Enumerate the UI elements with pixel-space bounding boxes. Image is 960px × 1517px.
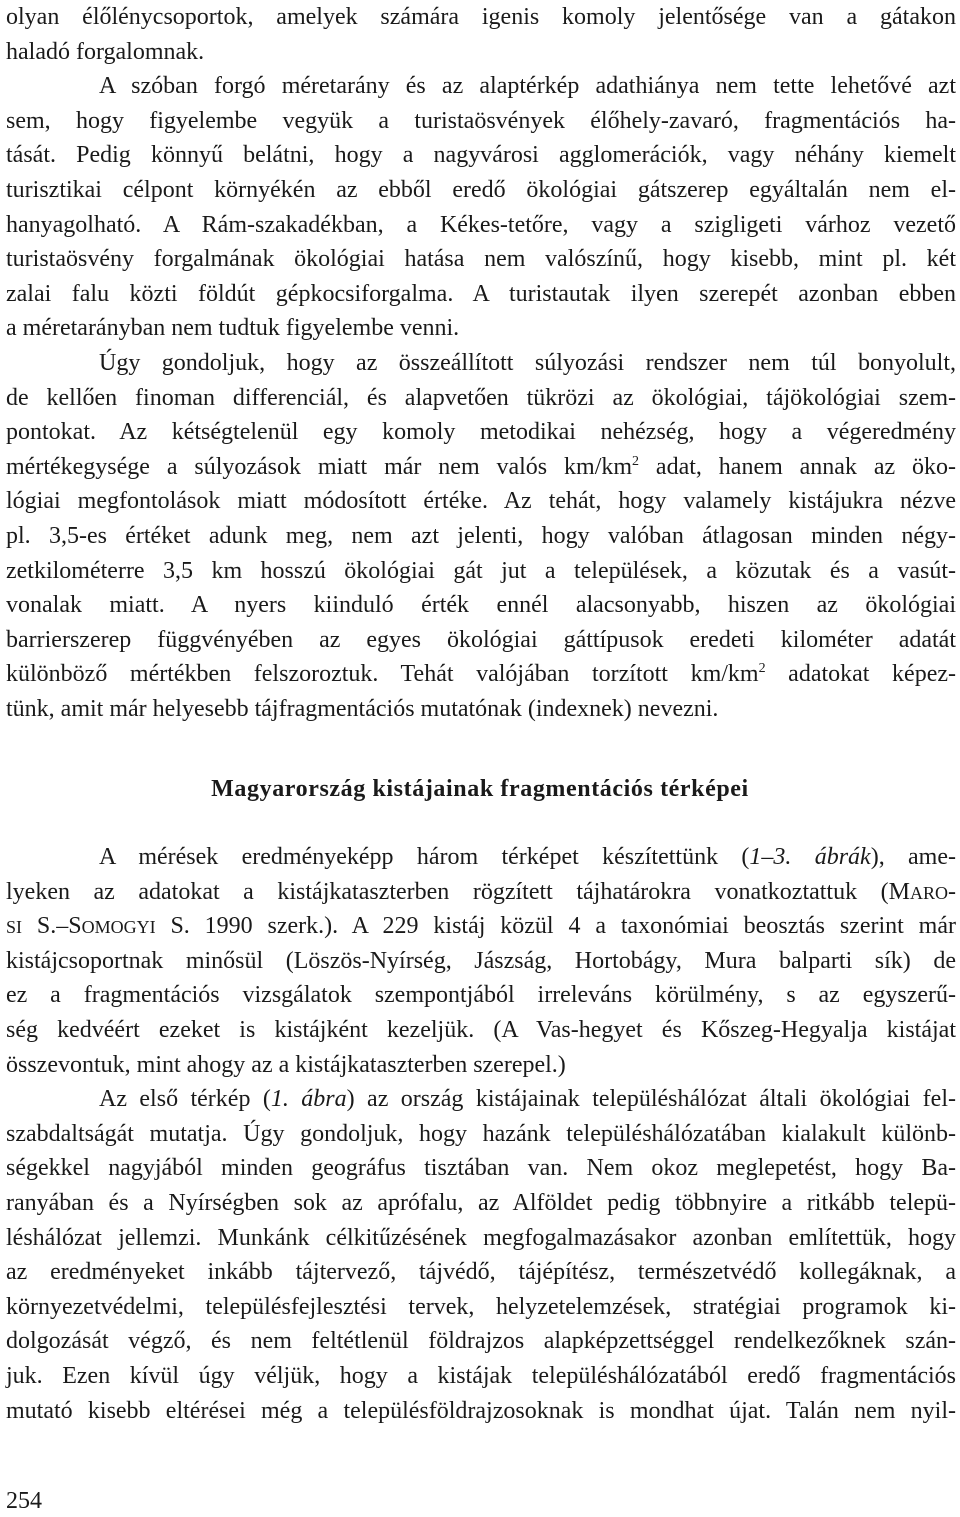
- superscript: 2: [632, 453, 640, 469]
- text-fragment: Az első térkép (: [99, 1086, 271, 1113]
- figure-reference: 1. ábra: [270, 1086, 347, 1113]
- text-line: kistájcsoportnak minősül (Löszös-Nyírség, Jászság, Hortobágy, Mura balparti sík) de: [6, 947, 956, 974]
- text-line: zetkilométerre 3,5 km hosszú ökológiai gát jut a települések, a közutak és a vasút-: [6, 557, 956, 584]
- text-line: tását. Pedig könnyű belátni, hogy a nagyvárosi agglomerációk, vagy néhány kiemelt: [6, 142, 956, 169]
- text-line: pl. 3,5-es értéket adunk meg, nem azt jelenti, hogy valóban átlagosan minden négy-: [6, 522, 956, 549]
- text-line: [6, 657, 956, 692]
- text-fragment: mértékegysége a súlyozások miatt már nem valós km/km: [6, 453, 633, 480]
- superscript: 2: [758, 661, 766, 677]
- body-text-bottom: [6, 840, 956, 1428]
- text-line: dolgozását végző, és nem feltétlenül földrajzos alapképzettséggel rendelkezőknek szán-: [6, 1328, 956, 1355]
- text-fragment: S. 1990 szerk.). A 229 kistáj közül 4 a taxonómiai beosztás szerint már: [155, 913, 956, 940]
- text-line: zalai falu közti földút gépkocsiforgalma. A turistautak ilyen szerepét azonban ebben: [6, 280, 956, 307]
- text-line: pontokat. Az kétségtelenül egy komoly metodikai nehézség, hogy a végeredmény: [6, 419, 956, 446]
- text-line: [6, 840, 956, 875]
- text-line: [6, 450, 956, 485]
- text-line: juk. Ezen kívül úgy véljük, hogy a kistájak településhálózatából eredő fragmentációs: [6, 1362, 956, 1389]
- text-line: az eredményeket inkább tájtervező, tájvédő, tájépítész, természetvédő kollegáknak, a: [6, 1259, 956, 1286]
- text-line: olyan élőlénycsoportok, amelyek számára igenis komoly jelentősége van a gátakon: [6, 4, 956, 30]
- text-fragment: különböző mértékben felszoroztuk. Tehát valójában torzított km/km: [6, 661, 759, 688]
- text-line: léshálózat jellemzi. Munkánk célkitűzésének megfogalmazásakor azonban említettük, hogy: [6, 1224, 956, 1251]
- small-caps-fragment: SI: [6, 917, 23, 938]
- text-line: sem, hogy figyelembe vegyük a turistaösvények élőhely-zavaró, fragmentációs ha-: [6, 107, 956, 134]
- text-fragment: adat, hanem annak az öko-: [639, 453, 957, 480]
- text-line: lógiai megfontolások miatt módosított értéke. Az tehát, hogy valamely kistájukra nézve: [6, 488, 956, 515]
- small-caps-fragment: OMOGYI: [81, 917, 156, 938]
- text-line: A szóban forgó méretarány és az alaptérkép adathiánya nem tette lehetővé azt: [99, 73, 956, 100]
- text-line: [6, 1082, 956, 1117]
- text-line: haladó forgalomnak.: [6, 38, 205, 65]
- page-number: 254: [6, 1488, 42, 1514]
- text-line: barrierszerep függvényében az egyes ökológiai gáttípusok eredeti kilométer adatát: [6, 626, 956, 653]
- body-text-top: [6, 0, 956, 726]
- text-line: környezetvédelmi, településfejlesztési tervek, helyzetelemzések, stratégiai programok ki-: [6, 1293, 956, 1320]
- text-line: ez a fragmentációs vizsgálatok szempontjából irreleváns körülmény, s az egyszerű-: [6, 982, 956, 1009]
- text-line: vonalak miatt. A nyers kiinduló érték ennél alacsonyabb, hiszen az ökológiai: [6, 592, 956, 619]
- text-line: tünk, amit már helyesebb tájfragmentációs mutatónak (indexnek) nevezni.: [6, 695, 719, 722]
- text-line: turisztikai célpont környékén az ebből eredő ökológiai gátszerep egyáltalán nem el-: [6, 176, 956, 203]
- text-line: mutató kisebb eltérései még a településföldrajzosoknak is mondhat újat. Talán nem nyil-: [6, 1397, 956, 1424]
- text-fragment: adatokat képez-: [765, 661, 956, 688]
- text-line: hanyagolható. A Rám-szakadékban, a Kékes-tetőre, vagy a szigligeti várhoz vezető: [6, 211, 956, 238]
- text-fragment: A mérések eredményeképp három térképet készítettünk (: [99, 844, 750, 870]
- figure-reference: 1–3. ábrák: [749, 844, 871, 870]
- text-fragment: -: [948, 878, 956, 905]
- text-line: [6, 909, 956, 944]
- text-fragment: ), ame-: [870, 844, 956, 870]
- text-line: szabdaltságát mutatja. Úgy gondoljuk, hogy hazánk településhálózatában kialakult különb-: [6, 1120, 956, 1147]
- small-caps-fragment: ARO: [909, 882, 948, 903]
- text-line: Úgy gondoljuk, hogy az összeállított súlyozási rendszer nem túl bonyolult,: [99, 349, 956, 376]
- text-line: ség kedvéért ezeket is kistájként kezeljük. (A Vas-hegyet és Kőszeg-Hegyalja kistájat: [6, 1016, 956, 1043]
- text-fragment: ) az ország kistájainak településhálózat általi ökológiai fel-: [346, 1086, 956, 1113]
- text-fragment: S.–S: [22, 913, 82, 940]
- section-heading: Magyarország kistájainak fragmentációs térképei: [211, 776, 749, 802]
- text-line: de kellően finoman differenciál, és alapvetően tükrözi az ökológiai, tájökológiai szem-: [6, 384, 956, 411]
- text-line: turistaösvény forgalmának ökológiai hatása nem valószínű, hogy kisebb, mint pl. két: [6, 246, 956, 273]
- text-line: ranyában és a Nyírségben sok az aprófalu, az Alföldet pedig többnyire a ritkább telepü-: [6, 1189, 956, 1216]
- text-fragment: lyeken az adatokat a kistájkataszterben rögzített tájhatárokra vonatkoztattuk (M: [6, 878, 910, 905]
- text-line: összevontuk, mint ahogy az a kistájkataszterben szerepel.): [6, 1051, 566, 1078]
- text-line: [6, 875, 956, 910]
- text-line: a méretarányban nem tudtuk figyelembe venni.: [6, 315, 460, 342]
- text-line: ségekkel nagyjából minden geográfus tisztában van. Nem okoz meglepetést, hogy Ba-: [6, 1155, 956, 1182]
